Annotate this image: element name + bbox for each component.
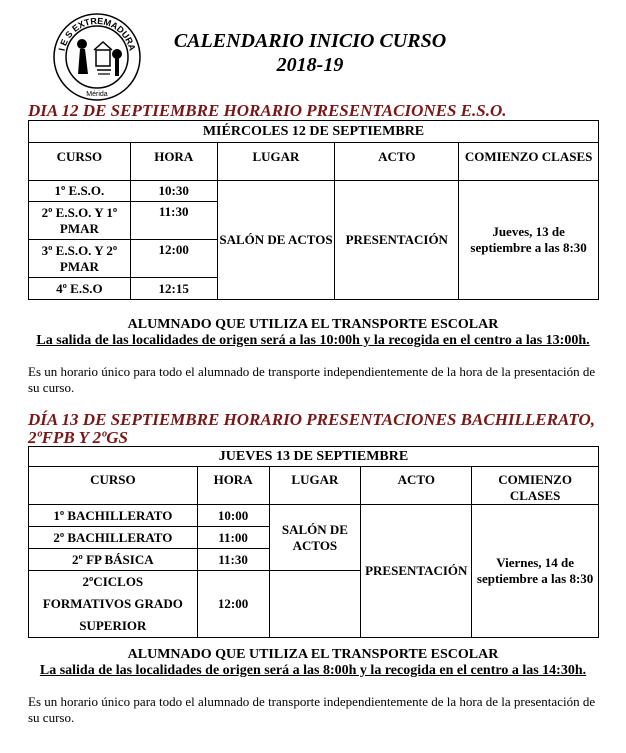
table-cell-hora: 11:30 [197,549,269,571]
column-header-comienzo: COMIENZO CLASES [459,143,599,181]
transport-note-wrapper [28,333,598,349]
table-cell-curso: 2º FP BÁSICA [29,549,198,571]
table-cell-comienzo: Jueves, 13 de septiembre a las 8:30 [459,181,599,300]
table-cell-hora: 11:00 [197,527,269,549]
info-paragraph: Es un horario único para todo el alumnado de transporte independientemente de la hora de la presentación de su curso. [28,694,596,725]
logo-top-text: I E S EXTREMADURA [56,15,138,52]
table-cell-curso: 2º BACHILLERATO [29,527,198,549]
section2-heading: DÍA 13 DE SEPTIEMBRE HORARIO PRESENTACIONES BACHILLERATO, 2ºFPB Y 2ºGS [28,410,595,447]
column-header-hora: HORA [197,467,269,505]
table-cell-lugar: SALÓN DE ACTOS [217,181,335,300]
column-header-curso: CURSO [29,143,131,181]
eso-schedule-table [28,120,599,300]
column-header-lugar: LUGAR [217,143,335,181]
transport-note: La salida de las localidades de origen será a las 10:00h y la recogida en el centro a las 13:00h. [36,333,590,348]
table-cell-hora: 12:15 [130,278,217,300]
bachillerato-schedule-table [28,446,599,638]
logo-bottom-text: Mérida [86,91,108,98]
table-caption: MIÉRCOLES 12 DE SEPTIEMBRE [29,121,599,143]
table-cell-lugar: SALÓN DE ACTOS [269,505,361,571]
table-cell-curso: 3º E.S.O. Y 2º PMAR [29,240,131,278]
table-cell-hora: 11:30 [130,202,217,240]
table-cell-curso: 1º E.S.O. [29,181,131,202]
table-cell-hora: 12:00 [130,240,217,278]
transport-note: La salida de las localidades de origen será a las 8:00h y la recogida en el centro a las 14:30h. [39,663,587,678]
column-header-hora: HORA [130,143,217,181]
page-subtitle-year: 2018-19 [276,54,344,76]
column-header-acto: ACTO [335,143,459,181]
school-logo [52,12,142,102]
column-header-acto: ACTO [361,467,472,505]
column-header-lugar: LUGAR [269,467,361,505]
page-title: CALENDARIO INICIO CURSO [173,30,447,52]
table-cell-acto: PRESENTACIÓN [335,181,459,300]
table-cell-curso: 2º E.S.O. Y 1º PMAR [29,202,131,240]
transport-note-wrapper [28,663,598,679]
table-cell-comienzo: Viernes, 14 de septiembre a las 8:30 [472,505,599,638]
transport-title: ALUMNADO QUE UTILIZA EL TRANSPORTE ESCOLAR [127,317,499,332]
info-paragraph: Es un horario único para todo el alumnado de transporte independientemente de la hora de la presentación de su curso. [28,364,596,395]
column-header-comienzo: COMIENZO CLASES [472,467,599,505]
table-cell-hora: 12:00 [197,571,269,638]
table-cell-curso: 4º E.S.O [29,278,131,300]
table-cell-hora: 10:00 [197,505,269,527]
table-cell-empty [269,571,361,638]
transport-title: ALUMNADO QUE UTILIZA EL TRANSPORTE ESCOLAR [127,647,499,662]
table-cell-curso: 1º BACHILLERATO [29,505,198,527]
section1-heading: DIA 12 DE SEPTIEMBRE HORARIO PRESENTACIONES E.S.O. [28,101,507,120]
table-cell-hora: 10:30 [130,181,217,202]
table-cell-curso: 2ºCICLOS FORMATIVOS GRADO SUPERIOR [29,571,198,638]
table-caption: JUEVES 13 DE SEPTIEMBRE [29,447,599,467]
column-header-curso: CURSO [29,467,198,505]
table-cell-acto: PRESENTACIÓN [361,505,472,638]
